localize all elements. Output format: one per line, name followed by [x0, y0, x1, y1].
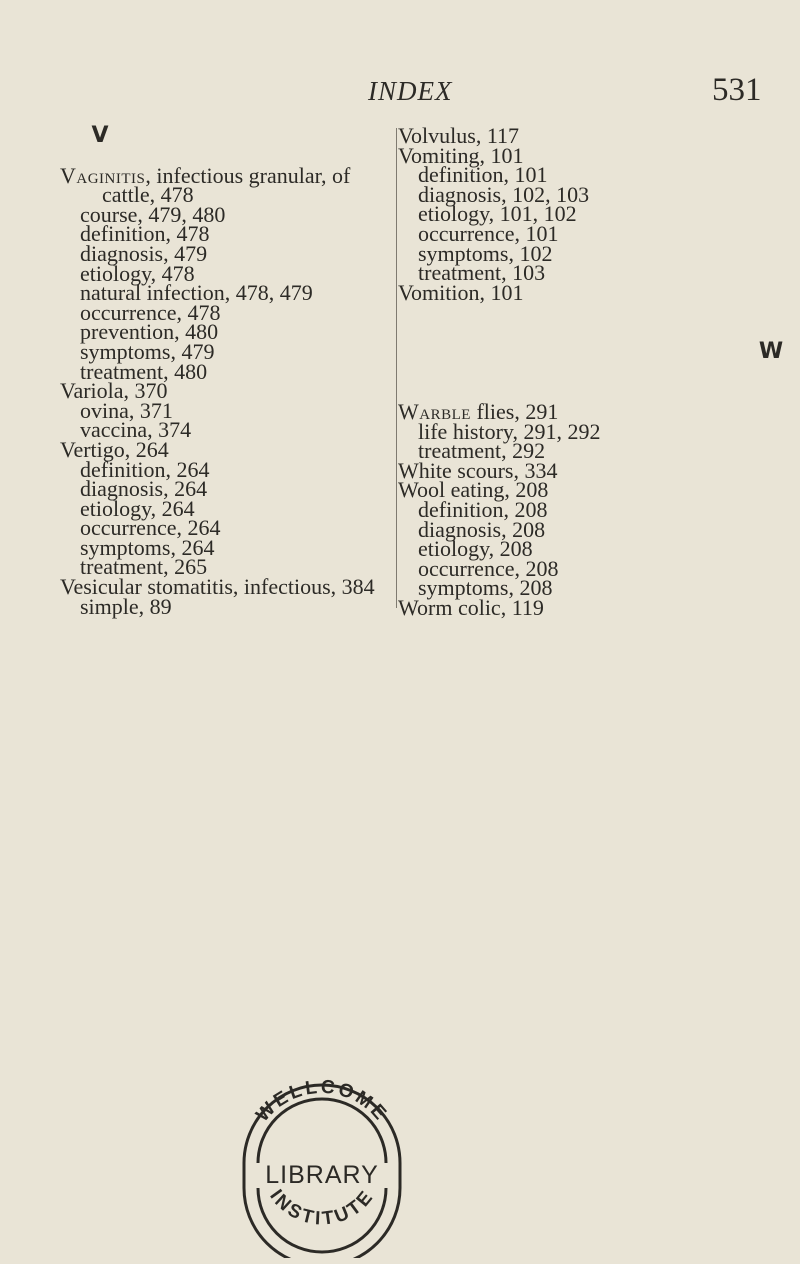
index-entry-text: Vesicular stomatitis, infectious, 384 — [60, 574, 375, 600]
index-entry-text: definition, 478 — [80, 221, 210, 247]
right-entries-top — [398, 123, 798, 305]
right-entries-bottom — [398, 398, 798, 620]
index-entry-text: flies, 291 — [470, 398, 559, 424]
index-entry-text: Vomition, 101 — [398, 279, 524, 305]
svg-text:WELLCOME: WELLCOME — [252, 1076, 392, 1127]
index-entry-text: occurrence, 478 — [80, 299, 221, 325]
index-entry-text: definition, 208 — [418, 496, 548, 522]
index-entry-text: etiology, 264 — [80, 495, 195, 521]
index-entry-text: Vertigo, 264 — [60, 436, 169, 462]
library-stamp-graphic — [222, 1068, 422, 1258]
index-entry-text: etiology, 478 — [80, 260, 195, 286]
left-index-column — [60, 123, 395, 619]
index-entry-text: occurrence, 264 — [80, 515, 221, 541]
index-entry-text: treatment, 103 — [418, 260, 546, 286]
index-entry-text: symptoms, 102 — [418, 240, 553, 266]
index-entry-text: etiology, 208 — [418, 536, 533, 562]
index-entry-text: course, 479, 480 — [80, 201, 226, 227]
index-entry-text: prevention, 480 — [80, 319, 219, 345]
library-stamp — [222, 1068, 422, 1258]
index-entry-text: diagnosis, 102, 103 — [418, 181, 590, 207]
index-entry-text: , infectious granular, of — [145, 162, 351, 188]
index-entry-text: life history, 291, 292 — [418, 418, 601, 444]
index-entry-text: ovina, 371 — [80, 397, 173, 423]
index-entry-text: etiology, 101, 102 — [418, 201, 577, 227]
section-letter-v: V — [91, 123, 109, 148]
index-entry-lead: Vaginitis — [60, 162, 146, 188]
index-entry-lead: Warble — [398, 398, 471, 424]
index-entry-text: treatment, 480 — [80, 358, 208, 384]
index-entry-text: Worm colic, 119 — [398, 594, 544, 620]
svg-text:INSTITUTE: INSTITUTE — [265, 1185, 379, 1230]
index-entry-text: White scours, 334 — [398, 457, 558, 483]
column-divider — [396, 128, 397, 608]
page-header — [0, 72, 800, 116]
left-entries — [60, 162, 395, 619]
index-entry-text: cattle, 478 — [102, 182, 194, 208]
index-entry-text: Volvulus, 117 — [398, 123, 520, 148]
index-entry-text: Wool eating, 208 — [398, 477, 549, 503]
index-entry-text: simple, 89 — [80, 593, 172, 619]
index-entry-text: symptoms, 208 — [418, 575, 553, 601]
index-entry — [398, 594, 798, 620]
right-index-column — [398, 123, 798, 620]
index-entry-text: diagnosis, 479 — [80, 240, 208, 266]
index-entry-text: diagnosis, 208 — [418, 516, 546, 542]
index-entry-text: vaccina, 374 — [80, 417, 192, 443]
index-entry — [398, 279, 798, 305]
index-entry-text: natural infection, 478, 479 — [80, 280, 313, 306]
page-number: 531 — [712, 72, 762, 108]
index-entry — [60, 593, 395, 619]
index-entry-text: definition, 101 — [418, 162, 548, 188]
index-entry-text: symptoms, 479 — [80, 338, 215, 364]
section-letter-w: W — [758, 339, 784, 365]
index-entry-text: treatment, 292 — [418, 438, 546, 464]
index-entry-text: Vomiting, 101 — [398, 142, 524, 168]
index-entry-text: diagnosis, 264 — [80, 476, 208, 502]
index-entry-text: treatment, 265 — [80, 554, 208, 580]
index-entry-text: occurrence, 101 — [418, 220, 559, 246]
index-entry-text: symptoms, 264 — [80, 534, 215, 560]
index-entry-text: occurrence, 208 — [418, 555, 559, 581]
index-entry-text: definition, 264 — [80, 456, 210, 482]
page-title: INDEX — [368, 76, 453, 106]
library-label: LIBRARY — [265, 1161, 379, 1189]
index-entry-text: Variola, 370 — [60, 378, 168, 404]
